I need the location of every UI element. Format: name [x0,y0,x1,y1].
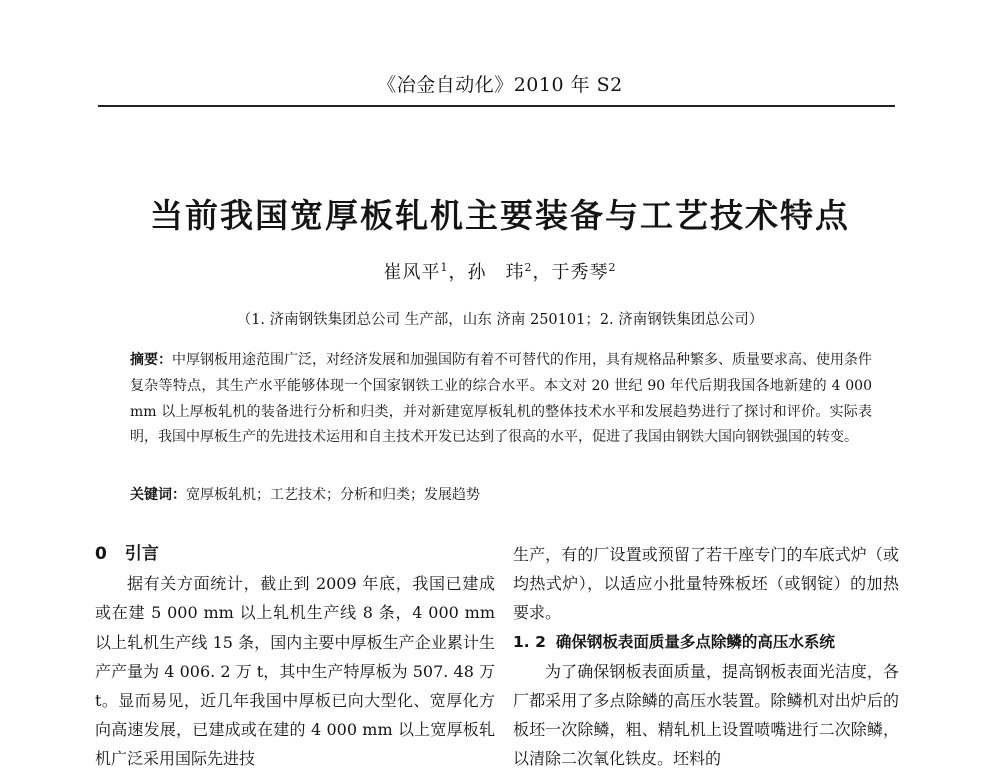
subsection-heading [513,628,899,657]
header-rule [98,105,895,107]
author-name: 于秀琴 [551,262,609,283]
subsection-number: 1. 2 [513,632,546,651]
abstract [130,348,872,451]
body-paragraph: 生产，有的厂设置或预留了若干座专门的车底式炉（或均热式炉），以适应小批量特殊板坯（或钢锭）的加热要求。 [513,545,899,623]
author-affil-mark: 1 [440,261,449,274]
keywords [130,483,872,507]
author-name: 孙 玮 [467,262,525,283]
section-number: 0 [95,544,107,564]
body-paragraph: 为了确保钢板表面质量，提高钢板表面光洁度，各厂都采用了多点除鳞的高压水装置。除鳞机对出炉后的板坯一次除鳞，粗、精轧机上设置喷嘴进行二次除鳞，以清除二次氧化铁皮。坯料的 [513,661,899,769]
left-column [95,540,495,774]
section-title: 引言 [124,544,159,564]
author-affil-mark: 2 [524,261,533,274]
abstract-text: 中厚钢板用途范围广泛，对经济发展和加强国防有着不可替代的作用，具有规格品种繁多、质量要求高、使用条件复杂等特点，其生产水平能够体现一个国家钢铁工业的综合水平。本文对 20 世纪 90 年代后期我国各地新建的 4 000 mm 以上厚板轧机的装备进行分析和归类，并对新建宽厚板轧机的整体技术水平和发展趋势进行了探讨和评价。实际表明，我国中厚板生产的先进技术运用和自主技术开发已达到了很高的水平，促进了我国由钢铁大国向钢铁强国的转变。 [130,352,872,446]
author-list [0,258,1000,284]
author-affil-mark: 2 [608,261,617,274]
affiliation: （1. 济南钢铁集团总公司 生产部，山东 济南 250101；2. 济南钢铁集团总公司） [236,312,764,328]
author-separator: ， [448,262,468,283]
section-heading [95,540,495,569]
author-separator: ， [532,262,552,283]
keywords-label: 关键词： [130,487,186,503]
keywords-text: 宽厚板轧机；工艺技术；分析和归类；发展趋势 [186,487,480,503]
paper-title: 当前我国宽厚板轧机主要装备与工艺技术特点 [150,196,850,235]
journal-header: 《冶金自动化》2010 年 S2 [377,74,623,96]
author-name: 崔风平 [383,262,441,283]
subsection-title: 确保钢板表面质量多点除鳞的高压水系统 [555,632,835,651]
body-paragraph: 据有关方面统计，截止到 2009 年底，我国已建成或在建 5 000 mm 以上轧机生产线 8 条，4 000 mm 以上轧机生产线 15 条，国内主要中厚板生产企业累计生产产量为 4 006. 2 万 t，其中生产特厚板为 507. 48 万 t。显而易见，近几年我国中厚板已向大型化、宽厚化方向高速发展，已建成或在建的 4 000 mm 以上宽厚板轧机广泛采用国际先进技 [95,574,495,769]
right-column [513,540,899,774]
abstract-label: 摘要： [130,352,172,368]
